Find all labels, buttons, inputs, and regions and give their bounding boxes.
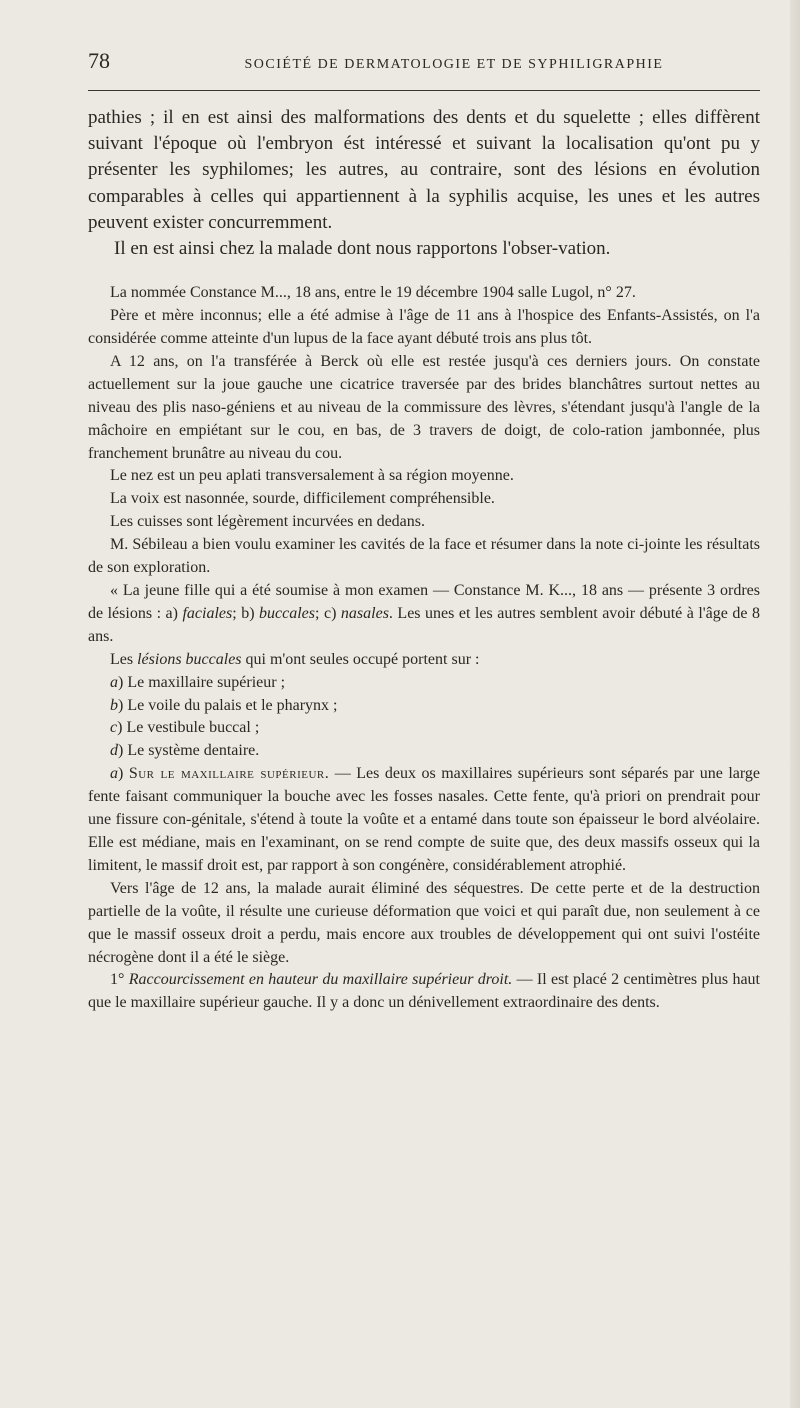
list-item: d) Le système dentaire. — [110, 742, 260, 760]
list-text: Le système dentaire. — [127, 742, 260, 760]
italic-term: faciales — [182, 604, 233, 622]
observation-text — [88, 282, 760, 1015]
paragraph: Vers l'âge de 12 ans, la malade aurait éliminé des séquestres. De cette perte et de la destruction partielle de la voûte, il résulte une curieuse déformation que voici et qui paraît due, non seulement à ce que le massif osseux droit a perdu, mais encore aux troubles de développement qui ont suivi l'ostéite nécrogène dont il a été le siège. — [88, 879, 760, 966]
text-run: « La jeune fille qui a été soumise à mon examen — Constance M. K..., 18 ans — présente 3 ordres de lésions : a) — [88, 582, 760, 622]
text-run: — Les deux os maxillaires supérieurs sont séparés par une large fente faisant communiquer la bouche avec les fosses nasales. Cette fente, qu'à priori on prendrait pour une fissure con-génitale, s'étend à toute la voûte et a entamé dans toute son épaisseur le bord alvéolaire. Elle est médiane, mais en l'examinant, on se rend compte de suite que, des deux massifs osseux qui la limitent, le massif droit est, par rapport à son congénère, considérablement atrophié. — [88, 765, 761, 874]
italic-term: nasales — [340, 604, 389, 622]
paragraph: Père et mère inconnus; elle a été admise à l'âge de 11 ans à l'hospice des Enfants-Assistés, on l'a considérée comme atteinte d'un lupus de la face ayant débuté trois ans plus tôt. — [88, 307, 760, 348]
text-run: Les — [110, 650, 138, 668]
running-title: SOCIÉTÉ DE DERMATOLOGIE ET DE SYPHILIGRAPHIE — [244, 57, 664, 72]
list-item: c) Le vestibule buccal ; — [110, 719, 260, 737]
paragraph: Le nez est un peu aplati transversalement à sa région moyenne. — [110, 467, 514, 485]
paragraph: La voix est nasonnée, sourde, difficilement compréhensible. — [110, 490, 495, 508]
list-text: Le voile du palais et le pharynx ; — [127, 696, 338, 714]
document-page — [88, 48, 760, 1015]
paragraph: Les cuisses sont légèrement incurvées en dedans. — [110, 513, 426, 531]
page-edge-shadow — [790, 0, 800, 1408]
paragraph: A 12 ans, on l'a transférée à Berck où elle est restée jusqu'à ces derniers jours. On constate actuellement sur la joue gauche une cicatrice traversée par des brides blanchâtres surtout nettes au niveau des plis naso-géniens et au niveau de la commissure des lèvres, s'étendant jusqu'à l'angle de la mâchoire en empiétant sur le cou, en bas, de 3 travers de doigt, de colo-ration jambonnée, plus franchement brunâtre au niveau du cou. — [88, 352, 760, 462]
list-letter: c — [110, 719, 118, 737]
text-run: — Il est placé 2 centimètres plus haut que le maxillaire supérieur gauche. Il y a donc un dénivellement extraordinaire des dents. — [88, 971, 760, 1012]
paragraph: a) Sur le maxillaire supérieur. — Les deux os maxillaires supérieurs sont séparés par une large fente faisant communiquer la bouche avec les fosses nasales. Cette fente, qu'à priori on prendrait pour une fissure con-génitale, s'étend à toute la voûte et a entamé dans toute son épaisseur le bord alvéolaire. Elle est médiane, mais en l'examinant, on se rend compte de suite que, des deux massifs osseux qui la limitent, le massif droit est, par rapport à son congénère, considérablement atrophié. — [88, 765, 761, 874]
paragraph: pathies ; il en est ainsi des malformations des dents et du squelette ; elles diffèrent suivant l'époque où l'embryon ést intéressé et suivant la localisation qu'ont pu y présenter les syphilomes; les autres, au contraire, sont des lésions en évolution comparables à celles qui appartiennent à la syphilis acquise, les unes et les autres peuvent exister concurremment. — [88, 107, 760, 233]
paragraph — [88, 580, 760, 649]
list-letter: d — [110, 742, 118, 760]
list-letter: b — [110, 696, 118, 714]
paragraph: La nommée Constance M..., 18 ans, entre le 19 décembre 1904 salle Lugol, n° 27. — [110, 284, 636, 302]
list-text: Le vestibule buccal ; — [126, 719, 260, 737]
section-heading: Raccourcissement en hauteur du maxillaire supérieur droit. — [128, 971, 513, 989]
paragraph — [88, 969, 760, 1015]
text-run: qui m'ont seules occupé portent sur : — [241, 650, 480, 668]
page-header — [88, 48, 760, 78]
section-heading: Sur le maxillaire supérieur. — [128, 765, 330, 783]
paragraph: M. Sébileau a bien voulu examiner les cavités de la face et résumer dans la note ci-jointe les résultats de son exploration. — [88, 536, 760, 577]
paragraph — [88, 649, 760, 672]
paragraph: Il en est ainsi chez la malade dont nous rapportons l'obser-vation. — [114, 238, 611, 260]
text-run: ; b) — [232, 604, 260, 622]
text-run: . Les unes et les autres semblent avoir débuté à l'âge de 8 ans. — [88, 604, 761, 645]
header-rule — [88, 90, 760, 91]
list-letter: a — [110, 673, 118, 691]
text-run: ; c) — [315, 604, 341, 622]
intro-text — [88, 105, 760, 262]
italic-term: buccales — [259, 604, 316, 622]
italic-term: lésions buccales — [137, 650, 242, 668]
list-text: Le maxillaire supérieur ; — [127, 673, 286, 691]
section-number: 1° — [110, 971, 125, 989]
list-item: b) Le voile du palais et le pharynx ; — [110, 696, 338, 714]
section-letter: a — [110, 765, 118, 783]
page-number: 78 — [88, 48, 110, 73]
list-item: a) Le maxillaire supérieur ; — [110, 673, 286, 691]
